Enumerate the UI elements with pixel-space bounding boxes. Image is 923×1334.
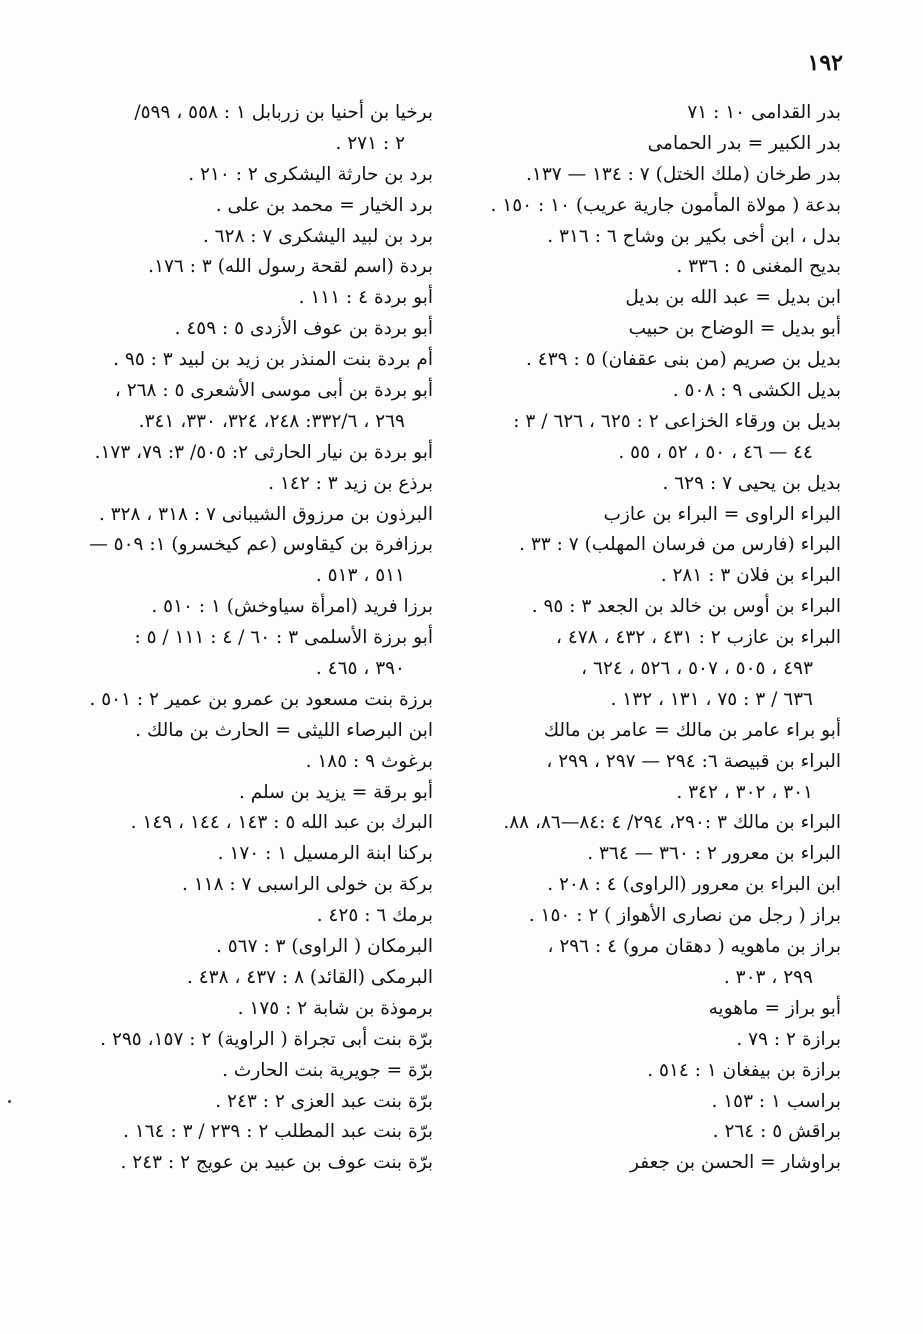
index-entry: برزة بنت مسعود بن عمرو بن عمير ٢ : ٥٠١ . [89, 688, 433, 710]
index-entry: بركة بن خولى الراسبى ٧ : ١١٨ . [181, 874, 433, 896]
index-entry: أبو بردة بن عوف الأزدى ٥ : ٤٥٩ . [174, 318, 433, 340]
index-entry: أم بردة بنت المنذر بن زيد بن لبيد ٣ : ٩٥ . [113, 349, 433, 371]
index-entry: برمك ٦ : ٤٢٥ . [316, 905, 433, 927]
index-entry: بردة (اسم لقحة رسول الله) ٣ : ١٧٦. [148, 256, 433, 278]
page-number: ١٩٢ [807, 50, 843, 76]
index-entry: أبو براز = ماهويه [708, 997, 841, 1019]
index-entry: بدر الكبير = بدر الحمامى [647, 132, 841, 154]
index-entry: أبو بديل = الوضاح بن حبيب [628, 318, 841, 340]
index-entry-continuation: ٤٤ — ٤٦ ، ٥٠ ، ٥٢ ، ٥٥ . [618, 441, 813, 463]
index-entry: برّة بنت أبى تجراة ( الراوية) ٢ : ١٥٧، ٢٩٥ . [100, 1028, 433, 1050]
index-entry: أبو براء عامر بن مالك = عامر بن مالك [543, 719, 841, 741]
index-entry: البرذون بن مرزوق الشيبانى ٧ : ٣١٨ ، ٣٢٨ . [98, 503, 433, 525]
index-entry: براز ( رجل من نصارى الأهواز ) ٢ : ١٥٠ . [528, 905, 841, 927]
index-entry: برّة بنت عوف بن عبيد بن عويج ٢ : ٢٤٣ . [120, 1152, 433, 1174]
index-entry: بديل بن يحيى ٧ : ٦٢٩ . [662, 472, 841, 494]
index-column-right [471, 98, 841, 1179]
index-entry: البراء بن أوس بن خالد بن الجعد ٣ : ٩٥ . [531, 596, 841, 618]
index-entry: ابن البرصاء الليثى = الحارث بن مالك . [135, 719, 433, 741]
index-entry: البراء بن معرور ٢ : ٣٦٠ — ٣٦٤ . [587, 843, 841, 865]
index-entry: برذع بن زيد ٣ : ١٤٢ . [268, 472, 433, 494]
index-entry: أبو بردة بن أبى موسى الأشعرى ٥ : ٢٦٨ ، [114, 380, 433, 402]
index-entry: البراء الراوى = البراء بن عازب [603, 503, 841, 525]
index-entry-continuation: ٥١١ ، ٥١٣ . [315, 565, 405, 587]
index-entry-continuation: ٣٩٠ ، ٤٦٥ . [315, 658, 405, 680]
index-entry: براقش ٥ : ٢٦٤ . [712, 1121, 841, 1143]
index-entry: بديل الكشى ٩ : ٥٠٨ . [672, 380, 841, 402]
index-entry: برزافرة بن كيقاوس (عم كيخسرو) ١: ٥٠٩ — [89, 534, 433, 556]
index-entry: أبو بردة ٤ : ١١١ . [298, 287, 433, 309]
index-entry: البراء بن فلان ٣ : ٢٨١ . [660, 565, 841, 587]
index-entry: أبو بردة بن نيار الحارثى ٢: ٥٠٥/ ٣: ٧٩، ١٧٣. [94, 441, 433, 463]
index-entry-continuation: ٢٦٩ ، ٣٣٢/٦: ٢٤٨، ٣٢٤، ٣٣٠، ٣٤١. [138, 410, 405, 432]
index-entry: برّة بنت عبد المطلب ٢ : ٢٣٩ / ٣ : ١٦٤ . [122, 1121, 433, 1143]
index-column-left [53, 98, 433, 1179]
index-entry: بدل ، ابن أخى بكير بن وشاح ٦ : ٣١٦ . [547, 225, 841, 247]
index-entry: بديل بن ورقاء الخزاعى ٢ : ٦٢٥ ، ٦٢٦ / ٣ : [513, 410, 841, 432]
index-entry: البراء بن مالك ٣ :٢٩٠، ٢٩٤/ ٤ :٨٤—٨٦، ٨٨. [503, 812, 841, 834]
index-entry: برّة = جويرية بنت الحارث . [222, 1059, 433, 1081]
index-entry: براز بن ماهويه ( دهقان مرو) ٤ : ٢٩٦ ، [547, 936, 841, 958]
index-entry: برّة بنت عبد العزى ٢ : ٢٤٣ . [215, 1090, 433, 1112]
index-entry: ابن بديل = عبد الله بن بديل [625, 287, 841, 309]
index-entry: برد الخيار = محمد بن على . [215, 194, 433, 216]
index-entry-continuation: ٢ : ٢٧١ . [335, 132, 405, 154]
index-entry: بدر القدامى ١٠ : ٧١ [687, 102, 841, 123]
index-entry-continuation: ٣٠١ ، ٣٠٢ ، ٣٤٢ . [676, 781, 813, 803]
index-entry: برخيا بن أحنيا بن زربابل ١ : ٥٥٨ ، ٥٩٩/ [134, 102, 433, 123]
index-entry: برد بن حارثة اليشكرى ٢ : ٢١٠ . [188, 163, 433, 185]
index-entry: البراء بن قبيصة ٦: ٢٩٤ — ٢٩٧ ، ٢٩٩ ، [546, 750, 841, 772]
index-entry: بركنا ابنة الرمسيل ١ : ١٧٠ . [217, 843, 433, 865]
index-entry-continuation: ٤٩٣ ، ٥٠٥ ، ٥٠٧ ، ٥٢٦ ، ٦٢٤ ، [581, 658, 813, 680]
index-entry: برغوث ٩ : ١٨٥ . [305, 750, 433, 772]
index-entry: البرك بن عبد الله ٥ : ١٤٣ ، ١٤٤ ، ١٤٩ . [130, 812, 433, 834]
index-entry: البرمكان ( الراوى) ٣ : ٥٦٧ . [215, 936, 433, 958]
index-entry: برد بن لبيد اليشكرى ٧ : ٦٢٨ . [202, 225, 433, 247]
index-entry: بدر طرخان (ملك الختل) ٧ : ١٣٤ — ١٣٧. [526, 163, 841, 185]
index-entry: البراء (فارس من فرسان المهلب) ٧ : ٣٣ . [519, 534, 841, 556]
index-entry-continuation: ٦٣٦ / ٣ : ٧٥ ، ١٣١ ، ١٣٢ . [610, 688, 813, 710]
index-entry: برزا فريد (امرأة سياوخش) ١ : ٥١٠ . [151, 596, 433, 618]
index-entry: بديح المغنى ٥ : ٣٣٦ . [676, 256, 841, 278]
index-entry: براسب ١ : ١٥٣ . [711, 1090, 841, 1112]
index-entry: أبو برزة الأسلمى ٣ : ٦٠ / ٤ : ١١١ / ٥ : [134, 627, 433, 649]
index-entry: البرمكى (القائد) ٨ : ٤٣٧ ، ٤٣٨ . [186, 966, 433, 988]
index-entry-continuation: ٢٩٩ ، ٣٠٣ . [723, 966, 813, 988]
index-entry: البراء بن عازب ٢ : ٤٣١ ، ٤٣٢ ، ٤٧٨ ، [555, 627, 841, 649]
index-entry: ابن البراء بن معرور (الراوى) ٤ : ٢٠٨ . [547, 874, 841, 896]
index-entry: برموذة بن شابة ٢ : ١٧٥ . [237, 997, 433, 1019]
margin-mark [8, 1100, 11, 1103]
index-entry: برازة بن بيفغان ١ : ٥١٤ . [647, 1059, 841, 1081]
index-entry: براوشار = الحسن بن جعفر [630, 1152, 841, 1174]
index-entry: أبو برقة = يزيد بن سلم . [238, 781, 433, 803]
index-entry: بدعة ( مولاة المأمون جارية عريب) ١٠ : ١٥٠ . [490, 194, 841, 216]
index-entry: برازة ٢ : ٧٩ . [736, 1028, 841, 1050]
index-entry: بديل بن صريم (من بنى عقفان) ٥ : ٤٣٩ . [526, 349, 841, 371]
